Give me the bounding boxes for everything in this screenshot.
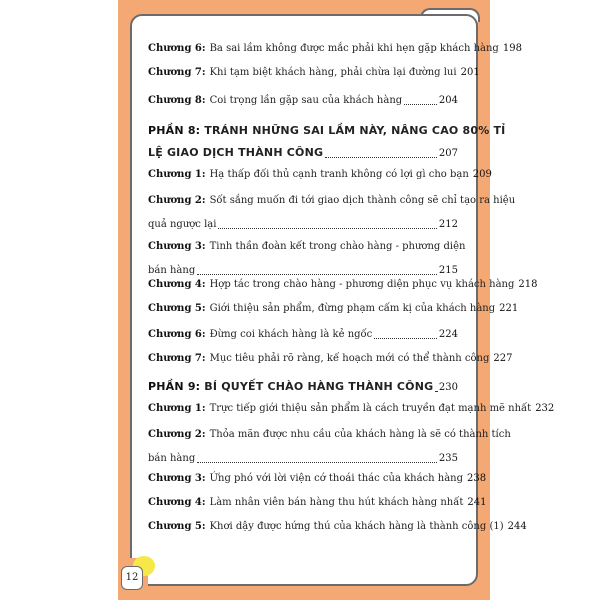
entry-title: Trực tiếp giới thiệu sản phẩm là cách truyền đạt mạnh mẽ nhất [209,403,532,414]
toc-part-entry[interactable] [148,380,458,395]
toc-entry-line [148,66,480,80]
toc-chapter-entry[interactable] [148,42,522,56]
toc-entry-line [148,496,487,510]
toc-entry-line [148,124,506,138]
toc-chapter-entry[interactable] [148,352,513,366]
dot-leader [197,461,437,463]
page-ref: 207 [438,148,458,159]
chapter-label: Chương 2: [148,195,206,206]
toc-chapter-entry[interactable] [148,278,538,292]
toc-chapter-entry[interactable] [148,168,492,182]
entry-title: bán hàng [148,265,196,276]
page-ref: 204 [438,95,458,106]
page-ref: 224 [438,329,458,340]
toc-entry-line [148,218,458,232]
toc-entry-line [148,240,466,254]
toc-chapter-entry[interactable] [148,302,519,316]
chapter-label: Chương 4: [148,497,206,508]
page-ref: 221 [499,303,519,314]
part-label: PHẦN 9: [148,380,201,393]
toc-chapter-entry[interactable] [148,520,527,534]
toc-chapter-entry[interactable] [148,66,480,80]
toc-entry-line [148,520,527,534]
toc-chapter-entry[interactable] [148,328,458,342]
entry-title: LỆ GIAO DỊCH THÀNH CÔNG [148,146,324,159]
toc-entry-line [148,402,555,416]
page-ref: 227 [493,353,513,364]
dot-leader [374,337,437,339]
page-ref: 235 [438,453,458,464]
chapter-label: Chương 7: [148,353,206,364]
entry-title: Khơi dậy được hứng thú của khách hàng là thành công (1) [209,521,504,532]
toc-entry-line [148,472,487,486]
entry-title: Hạ thấp đối thủ cạnh tranh không có lợi gì cho bạn [209,169,469,180]
toc-chapter-entry[interactable] [148,472,487,486]
toc-chapter-entry[interactable] [148,240,466,278]
toc-part-entry[interactable] [148,124,506,161]
toc-entry-line [148,328,458,342]
page-ref: 230 [438,382,458,393]
page-ref: 218 [518,279,538,290]
dot-leader [435,390,437,392]
part-label: PHẦN 8: [148,124,201,137]
chapter-label: Chương 6: [148,329,206,340]
toc-entry-line [148,302,519,316]
toc-entry-line [148,278,538,292]
toc-entry-line [148,146,458,161]
entry-title: bán hàng [148,453,196,464]
toc-chapter-entry[interactable] [148,194,516,232]
dot-leader [404,103,437,105]
chapter-label: Chương 7: [148,67,206,78]
toc-entry-line [148,194,516,208]
page-ref: 241 [467,497,487,508]
toc-chapter-entry[interactable] [148,428,511,466]
entry-title: Đừng coi khách hàng là kẻ ngốc [209,329,373,340]
chapter-label: Chương 6: [148,43,206,54]
toc-entry-line [148,352,513,366]
chapter-label: Chương 1: [148,403,206,414]
chapter-label: Chương 4: [148,279,206,290]
toc-chapter-entry[interactable] [148,94,458,108]
entry-title: Thỏa mãn được nhu cầu của khách hàng là sẽ có thành tích [209,429,511,440]
dot-leader [325,156,437,158]
entry-title: Coi trọng lần gặp sau của khách hàng [209,95,403,106]
entry-title: Hợp tác trong chào hàng - phương diện phục vụ khách hàng [209,279,515,290]
chapter-label: Chương 8: [148,95,206,106]
dot-leader [218,227,436,229]
toc-entry-line [148,264,458,278]
chapter-label: Chương 5: [148,303,206,314]
page-ref: 232 [535,403,555,414]
page-ref: 215 [438,265,458,276]
entry-title: Sốt sắng muốn đi tới giao dịch thành công sẽ chỉ tạo ra hiệu [209,195,516,206]
page-ref: 244 [507,521,527,532]
entry-title: Làm nhân viên bán hàng thu hút khách hàng nhất [209,497,464,508]
toc-entry-line [148,428,511,442]
entry-title: Ứng phó với lời viện cớ thoái thác của khách hàng [209,473,464,484]
entry-title: TRÁNH NHỮNG SAI LẦM NÀY, NÂNG CAO 80% TỈ [204,124,506,137]
chapter-label: Chương 2: [148,429,206,440]
entry-title: Khi tạm biệt khách hàng, phải chừa lại đường lui [209,67,457,78]
chapter-label: Chương 5: [148,521,206,532]
chapter-label: Chương 1: [148,169,206,180]
entry-title: Mục tiêu phải rõ ràng, kế hoạch mới có thể thành công [209,353,490,364]
toc-chapter-entry[interactable] [148,496,487,510]
toc-entry-line [148,380,458,395]
toc-chapter-entry[interactable] [148,402,555,416]
toc-entry-line [148,42,522,56]
page-ref: 198 [502,43,522,54]
page-ref: 212 [438,219,458,230]
dot-leader [197,273,437,275]
entry-title: BÍ QUYẾT CHÀO HÀNG THÀNH CÔNG [204,380,434,393]
entry-title: Giới thiệu sản phẩm, đừng phạm cấm kị của khách hàng [209,303,496,314]
chapter-label: Chương 3: [148,241,206,252]
toc-entry-line [148,452,458,466]
page-ref: 209 [472,169,492,180]
entry-title: quả ngược lại [148,219,217,230]
chapter-label: Chương 3: [148,473,206,484]
entry-title: Tinh thần đoàn kết trong chào hàng - phương diện [209,241,466,252]
page-number: 12 [121,566,143,590]
toc-entry-line [148,168,492,182]
entry-title: Ba sai lầm không được mắc phải khi hẹn gặp khách hàng [209,43,499,54]
page-ref: 238 [467,473,487,484]
page-ref: 201 [460,67,480,78]
toc-entry-line [148,94,458,108]
